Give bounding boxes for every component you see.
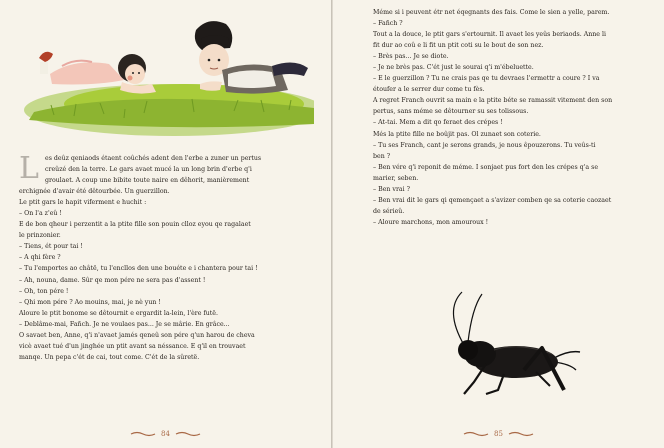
text-line: – Ah, nouna, dame. Sûr qe mon pére ne sera pas d'assent ! (19, 276, 206, 284)
page-number: 84 (161, 430, 170, 438)
right-page-text (373, 7, 651, 228)
text-line: Aloure le ptit bonome se dêtournit e ergardit la-lein, l'ère futë. (19, 309, 218, 317)
folio-ornament-right-icon (508, 431, 534, 437)
text-line: groulaet. A coup une bibite toute naire en dêhorit, manièrement (45, 177, 250, 185)
text-line: Méme si i peuvent étr net éqegnants des fais. Come le sien a yelle, parem. (373, 9, 610, 16)
folio-ornament-left-icon (463, 431, 489, 437)
page-number: 85 (494, 430, 503, 438)
text-line: Le ptit gars le hapit viferment e huchit : (19, 199, 147, 207)
text-line: – Fañch ? (373, 20, 403, 28)
text-line: fit dur ao coû e li fit un ptit coti su le bout de son nez. (373, 42, 544, 50)
text-line: – Je ne brès pas. C'ét just le sourai q'i m'ébeluette. (373, 64, 534, 72)
text-line: – At-tai. Mem a dit qo feraet des crépes ! (373, 119, 503, 127)
text-line: Tout a la douce, le ptit gars s'ertournit. Il avaet les yeûs beriaods. Anne li (373, 31, 606, 39)
text-line: pertus, sans méme se dêtourner su ses tolissous. (373, 108, 529, 116)
text-line: – Oh, ton pére ! (19, 287, 69, 295)
text-line: ben ? (373, 152, 391, 160)
page-number-left (0, 430, 331, 438)
folio-ornament-left-icon (130, 431, 156, 437)
text-line: – Tu l'emportes ao châtë, tu l'encllos den une bouéte e i chantera pour tai ! (19, 265, 258, 273)
left-page (0, 0, 331, 448)
text-line: creûzé den la terre. Le gars avaet mucé la un long brin d'erbe q'i (45, 166, 252, 174)
text-line: – Ben vére q'i reponit de méme. I sonjaet pus fort den les crépes q'a se (373, 163, 599, 171)
left-page-text (19, 153, 314, 363)
folio-ornament-right-icon (175, 431, 201, 437)
drop-cap: L (19, 151, 39, 186)
text-line: – E le guerzillon ? Tu ne crais pas qe tu devraes l'ermettr a coure ? I va (373, 75, 600, 83)
text-line: manqe. Un pepa c'ét de cai, tout come. C'ét de la sûretë. (19, 353, 200, 361)
children-in-grass-illustration (14, 0, 314, 150)
text-line: – Aloure marchons, mon amouroux ! (373, 218, 489, 226)
text-line: – Deblâme-mai, Fañch. Je ne voulaes pas... Je se mârie. En grâce... (19, 320, 230, 328)
text-line: de sérieû. (373, 207, 405, 215)
text-line: le prinzonier. (19, 232, 61, 240)
text-line: marier, seben. (373, 174, 419, 182)
text-line: – Ben vrai ? (373, 185, 410, 193)
text-line: A regret Franch ouvrit sa main e la ptite béte se ramassit vitement den son (373, 97, 613, 105)
text-line: – Ben vrai dit le gars qi qemençaet a s'avizer comben qe sa coterie caozaet (373, 196, 612, 204)
text-line: – Tiens, ét pour tai ! (19, 243, 83, 251)
text-line: Més la ptite fille ne boûjit pas. Ol zunaet son coterie. (373, 130, 541, 138)
text-line: – Brès pas... Je se diote. (373, 53, 449, 61)
text-line: – A qhi fère ? (19, 254, 61, 262)
text-line: – On l'a z'eû ! (19, 210, 62, 218)
page-number-right (333, 430, 664, 438)
text-line: vicè avaet tué d'un jinghée un ptit avant sa néssance. E q'il en trouvaet (19, 342, 246, 350)
text-line: es deûz qeniaods étaent coûchés adent den l'erbe a zuner un pertus (45, 155, 262, 162)
text-line: étoufer a le serrer dur come tu fès. (373, 86, 485, 94)
text-line: erchignée d'avair été dêtourbée. Un guerzillon. (19, 188, 170, 196)
text-line: – Qhi mon pére ? Ao mouins, mai, je nè yun ! (19, 298, 161, 306)
text-line: – Tu ses Franch, cant je serons grands, je nous êpouzerons. Tu veûs-ti (373, 141, 596, 149)
text-line: E de bon qheur i perzentit a la ptite fille son pouin clloz eyou qe ragalaet (19, 221, 251, 229)
cricket-illustration (424, 290, 582, 398)
text-line: O savaet ben, Anne, q'i n'avaet jamés qeneû son pére q'un harou de cheva (19, 331, 255, 339)
